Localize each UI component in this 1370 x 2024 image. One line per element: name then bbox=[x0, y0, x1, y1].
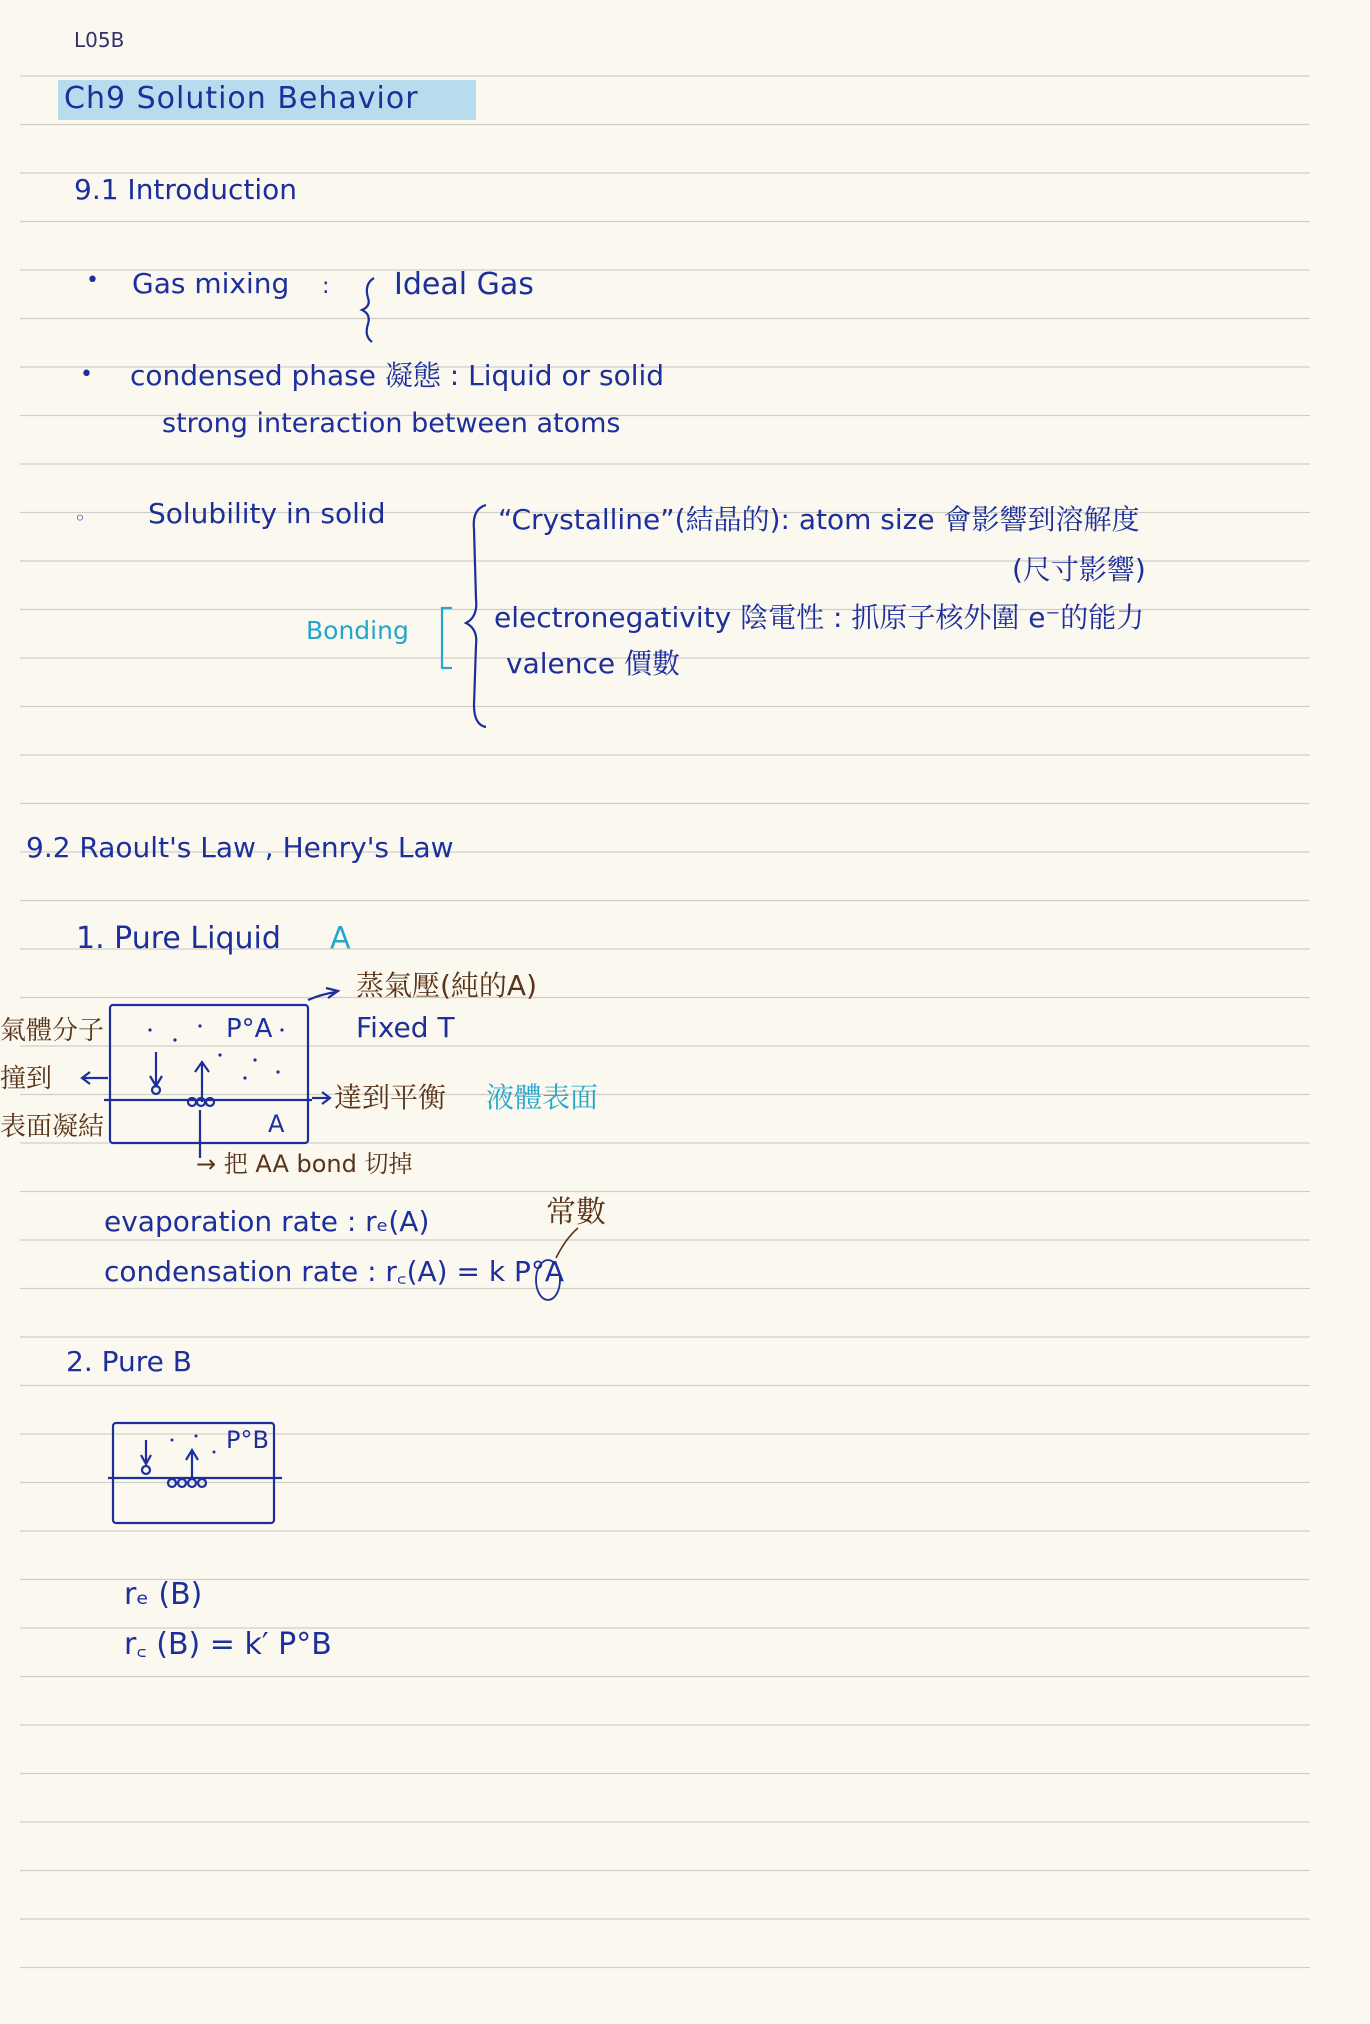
vapor-pressure-note: 蒸氣壓(純的A) bbox=[356, 969, 538, 1002]
strong-interaction-line: strong interaction between atoms bbox=[162, 408, 621, 439]
bullet-dot: • bbox=[80, 362, 93, 387]
pure-liquid-title: 1. Pure Liquid bbox=[76, 921, 281, 956]
bond-cut-text: 把 AA bond 切掉 bbox=[223, 1150, 413, 1178]
equilibrium-note: 達到平衡 bbox=[334, 1081, 447, 1114]
solubility-label: Solubility in solid bbox=[148, 497, 386, 530]
gas-mixing-label: Gas mixing bbox=[132, 267, 290, 300]
box-a-liquid: A bbox=[268, 1110, 285, 1138]
section-9-1-heading: 9.1 Introduction bbox=[74, 173, 297, 206]
evaporation-rate-b: rₑ (B) bbox=[124, 1577, 203, 1612]
bond-cut-note: → 把 AA bond 切掉 bbox=[196, 1150, 413, 1178]
bonding-label: Bonding bbox=[306, 616, 409, 645]
crystalline-item: “Crystalline”(結晶的): atom size 會影響到溶解度 bbox=[498, 503, 1140, 536]
box-b-pressure: P°B bbox=[226, 1426, 269, 1454]
liquid-surface-note: 液體表面 bbox=[486, 1081, 599, 1114]
chapter-title: Ch9 Solution Behavior bbox=[64, 81, 419, 116]
constant-note: 常數 bbox=[546, 1195, 606, 1230]
condensation-rate-b: r꜀ (B) = k′ P°B bbox=[124, 1627, 332, 1662]
condensed-phase-line: condensed phase 凝態 : Liquid or solid bbox=[130, 359, 665, 392]
condensation-rate: condensation rate : r꜀(A) = k P°A bbox=[104, 1255, 565, 1288]
gas-molecule-note-2: 撞到 bbox=[0, 1064, 53, 1094]
page-code: L05B bbox=[74, 28, 125, 52]
crystalline-note: (尺寸影響) bbox=[1012, 553, 1146, 586]
electronegativity-item: electronegativity 陰電性 : 抓原子核外圍 e⁻的能力 bbox=[494, 601, 1145, 634]
gas-molecule-note-3: 表面凝結 bbox=[0, 1112, 105, 1142]
bullet-dot: ◦ bbox=[74, 506, 86, 530]
pure-b-title: 2. Pure B bbox=[66, 1345, 192, 1378]
fixed-temperature: Fixed T bbox=[356, 1011, 455, 1044]
valence-item: valence 價數 bbox=[506, 647, 681, 680]
pure-liquid-species: A bbox=[330, 921, 351, 956]
bullet-dot: • bbox=[86, 268, 99, 293]
gas-mixing-colon: : bbox=[322, 274, 330, 299]
section-9-2-heading: 9.2 Raoult's Law , Henry's Law bbox=[26, 831, 454, 864]
ideal-gas-item: Ideal Gas bbox=[394, 267, 534, 302]
box-a-pressure: P°A bbox=[226, 1014, 273, 1044]
evaporation-rate: evaporation rate : rₑ(A) bbox=[104, 1205, 430, 1238]
gas-molecule-note-1: 氣體分子 bbox=[0, 1016, 105, 1046]
